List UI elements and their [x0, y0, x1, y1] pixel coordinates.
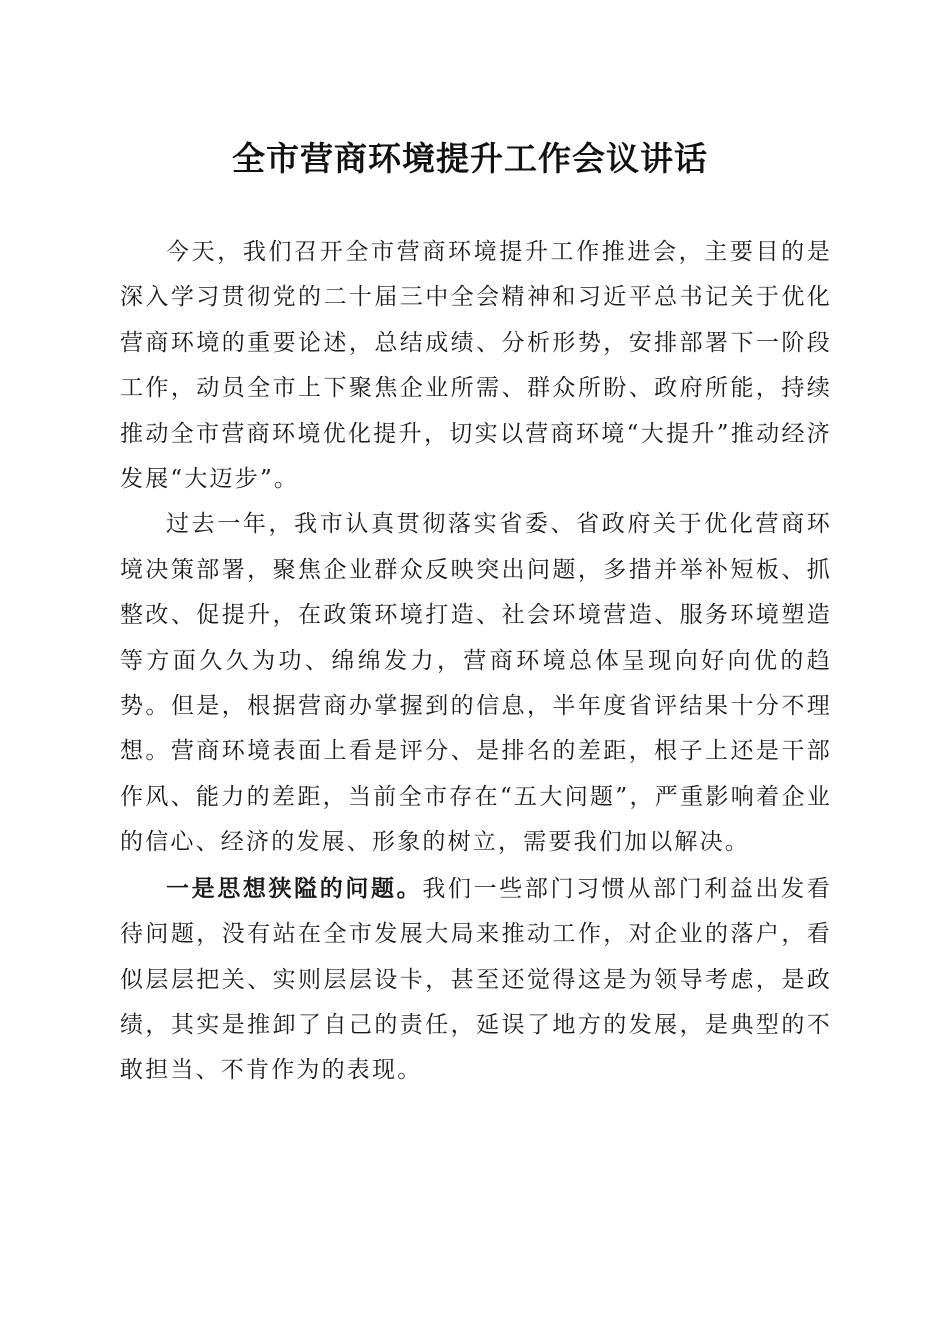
document-body — [120, 230, 832, 1094]
paragraph-lead-heading: 一是思想狭隘的问题。 — [166, 874, 423, 902]
paragraph-text: 今天，我们召开全市营商环境提升工作推进会，主要目的是深入学习贯彻党的二十届三中全会精神和习近平总书记关于优化营商环境的重要论述，总结成绩、分析形势，安排部署下一阶段工作，动员全市上下聚焦企业所需、群众所盼、政府所能，持续推动全市营商环境优化提升，切实以营商环境“大提升”推动经济发展“大迈步”。 — [120, 239, 832, 493]
paragraph-text: 我们一些部门习惯从部门利益出发看待问题，没有站在全市发展大局来推动工作，对企业的落户，看似层层把关、实则层层设卡，甚至还觉得这是为领导考虑，是政绩，其实是推卸了自己的责任，延误了地方的发展，是典型的不敢担当、不肯作为的表现。 — [120, 875, 833, 1084]
paragraph-review — [120, 502, 832, 865]
paragraph-text: 过去一年，我市认真贯彻落实省委、省政府关于优化营商环境决策部署，聚焦企业群众反映突出问题，多措并举补短板、抓整改、促提升，在政策环境打造、社会环境营造、服务环境塑造等方面久久为功、绵绵发力，营商环境总体呈现向好向优的趋势。但是，根据营商办掌握到的信息，半年度省评结果十分不理想。营商环境表面上看是评分、是排名的差距，根子上还是干部作风、能力的差距，当前全市存在“五大问题”，严重影响着企业的信心、经济的发展、形象的树立，需要我们加以解决。 — [120, 511, 832, 856]
paragraph-opening — [120, 230, 832, 502]
document-title: 全市营商环境提升工作会议讲话 — [232, 139, 708, 178]
paragraph-problem-one — [120, 866, 832, 1094]
